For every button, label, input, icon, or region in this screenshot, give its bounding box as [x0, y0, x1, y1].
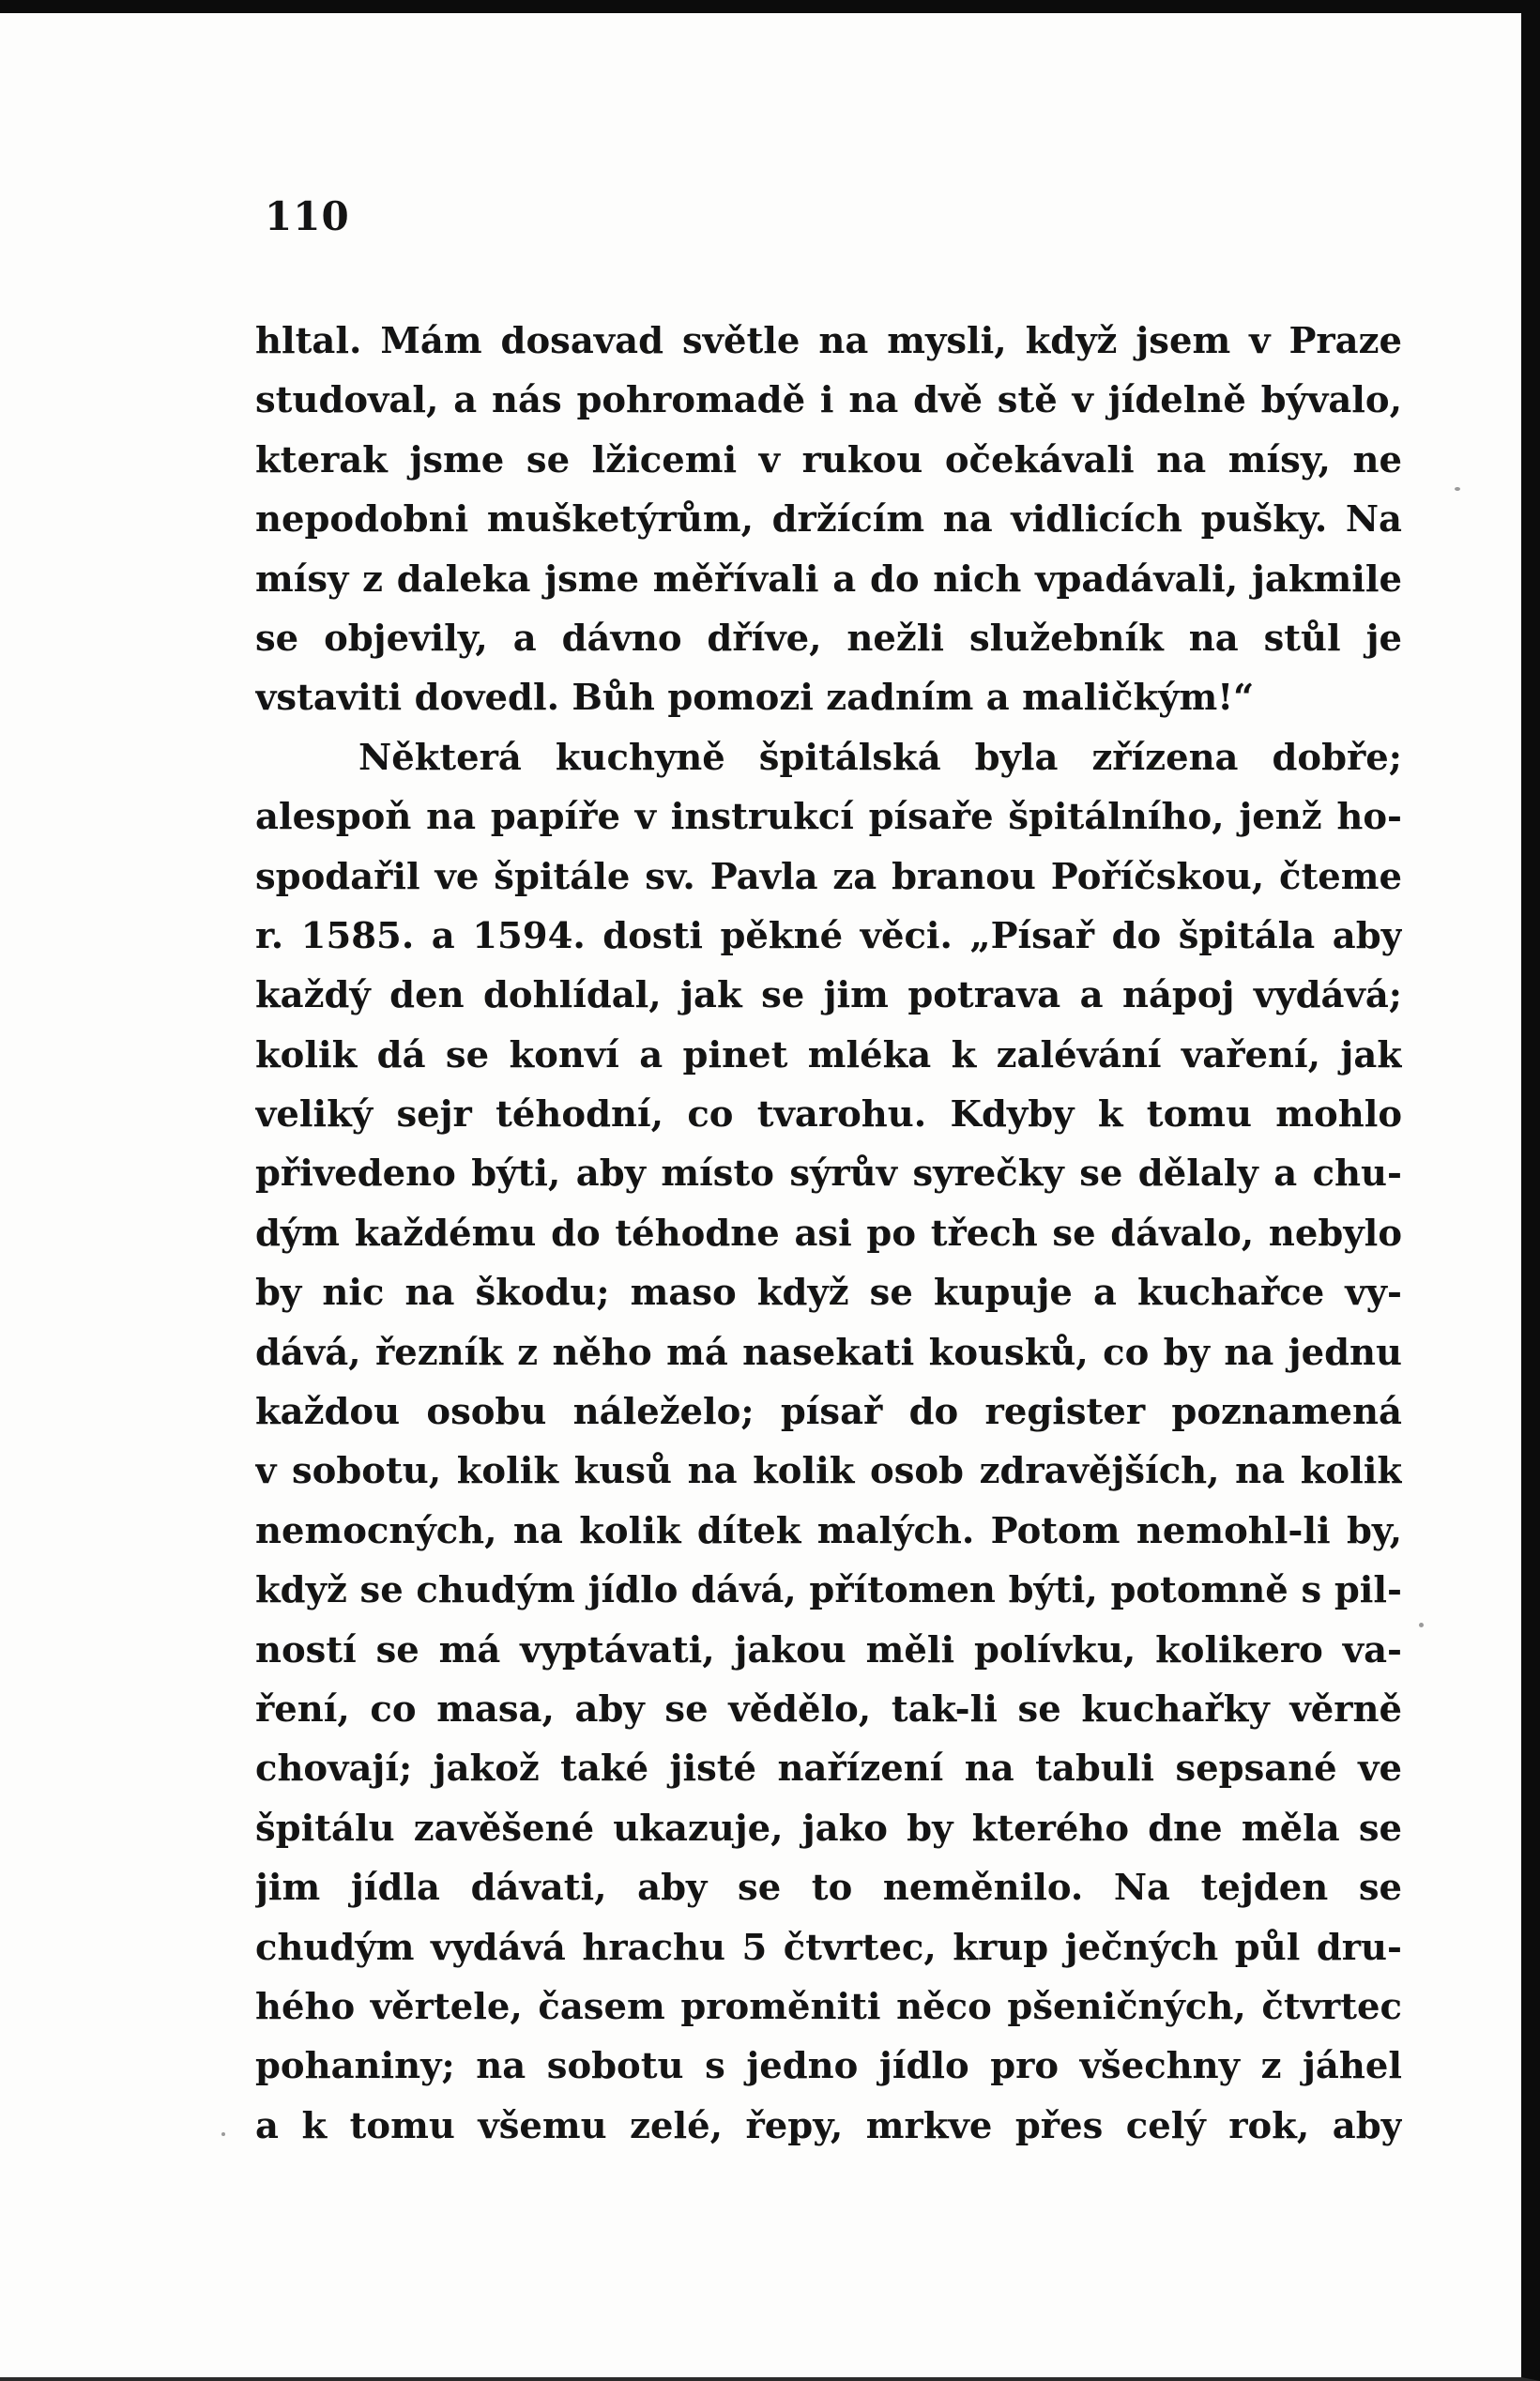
text-line: r. 1585. a 1594. dosti pěkné věci. „Písař do špitála aby	[255, 914, 1402, 957]
text-line: špitálu zavěšené ukazuje, jako by kterého dne měla se	[255, 1807, 1402, 1850]
text-line: studoval, a nás pohromadě i na dvě stě v jídelně bývalo,	[255, 379, 1402, 422]
text-line: kolik dá se konví a pinet mléka k zalévání vaření, jak	[255, 1033, 1402, 1076]
text-line: nemocných, na kolik dítek malých. Potom nemohl-li by,	[255, 1509, 1402, 1552]
text-line: vstaviti dovedl. Bůh pomozi zadním a maličkým!“	[255, 677, 1255, 720]
text-line: kterak jsme se lžicemi v rukou očekávali na mísy, ne	[255, 438, 1402, 481]
dust-speck	[221, 2132, 225, 2136]
text-line: mísy z daleka jsme měřívali a do nich vpadávali, jakmile	[255, 557, 1402, 601]
text-line: přivedeno býti, aby místo sýrův syrečky se dělaly a chu-	[255, 1152, 1402, 1196]
text-line: hého věrtele, časem proměniti něco pšeničných, čtvrtec	[255, 1985, 1402, 2028]
text-line: když se chudým jídlo dává, přítomen býti, potomně s pil-	[255, 1569, 1402, 1612]
text-line: spodařil ve špitále sv. Pavla za branou Poříčskou, čteme	[255, 855, 1402, 898]
text-line: a k tomu všemu zelé, řepy, mrkve přes celý rok, aby	[255, 2104, 1402, 2147]
text-line: pohaniny; na sobotu s jedno jídlo pro všechny z jáhel	[255, 2045, 1402, 2088]
text-line: jim jídla dávati, aby se to neměnilo. Na tejden se	[255, 1867, 1402, 1910]
dust-speck	[1419, 1623, 1424, 1627]
text-line: dým každému do téhodne asi po třech se dávalo, nebylo	[255, 1212, 1402, 1255]
text-line: alespoň na papíře v instrukcí písaře špitálního, jenž ho-	[255, 796, 1402, 839]
text-line: veliký sejr téhodní, co tvarohu. Kdyby k tomu mohlo	[255, 1093, 1402, 1137]
page-number: 110	[265, 193, 350, 239]
text-line: ření, co masa, aby se vědělo, tak-li se kuchařky věrně	[255, 1687, 1402, 1731]
text-line: chovají; jakož také jisté nařízení na tabuli sepsané ve	[255, 1748, 1402, 1791]
text-line: ností se má vyptávati, jakou měli polívku, kolikero va-	[255, 1628, 1402, 1671]
text-line: by nic na škodu; maso když se kupuje a kuchařce vy-	[255, 1272, 1402, 1315]
dust-speck	[1455, 487, 1460, 491]
text-line: hltal. Mám dosavad světle na mysli, když jsem v Praze	[255, 320, 1402, 362]
text-line: každý den dohlídal, jak se jim potrava a nápoj vydává;	[255, 974, 1402, 1017]
text-line: chudým vydává hrachu 5 čtvrtec, krup ječných půl dru-	[255, 1926, 1402, 1969]
text-line: dává, řezník z něho má nasekati kousků, co by na jednu	[255, 1331, 1402, 1374]
text-line: Některá kuchyně špitálská byla zřízena dobře;	[358, 736, 1402, 779]
text-line: každou osobu náleželo; písař do register poznamená	[255, 1391, 1402, 1434]
body-text	[255, 312, 1402, 2156]
text-line: nepodobni mušketýrům, držícím na vidlicích pušky. Na	[255, 498, 1402, 542]
text-line: v sobotu, kolik kusů na kolik osob zdravějších, na kolik	[255, 1450, 1402, 1493]
text-line: se objevily, a dávno dříve, nežli služebník na stůl je	[255, 617, 1402, 660]
